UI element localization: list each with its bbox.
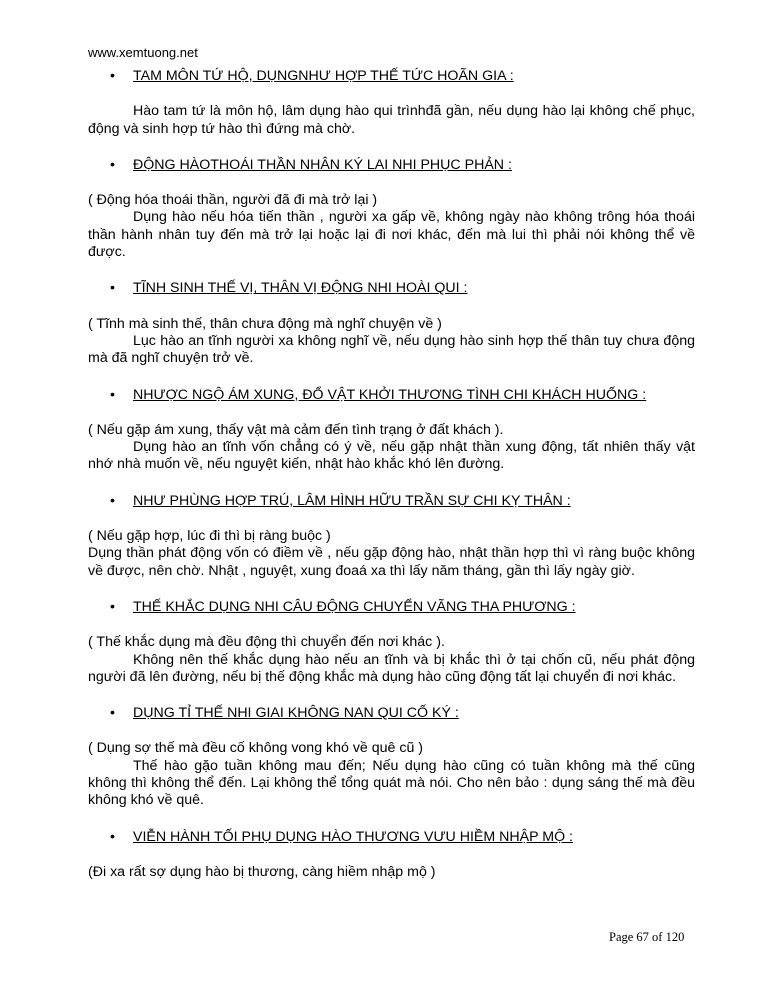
section-heading-text: THẾ KHẮC DỤNG NHI CÂU ĐỘNG CHUYỂN VÃNG THA PHƯƠNG : [133, 598, 576, 615]
section [88, 829, 695, 882]
bullet-icon: • [110, 68, 115, 84]
section [88, 493, 695, 580]
section-heading [88, 387, 695, 404]
section-body: Lục hào an tĩnh người xa không nghĩ về, nếu dụng hào sinh hợp thế thân tuy chưa động mà đã nghĩ chuyện trở về. [88, 332, 695, 367]
section [88, 705, 695, 809]
section-heading-text: VIỄN HÀNH TỐI PHỤ DỤNG HÀO THƯƠNG VƯU HIỀM NHẬP MỘ : [133, 828, 573, 845]
section-paragraph [88, 422, 695, 474]
section-heading-text: ĐỘNG HÀOTHOÁI THẦN NHÂN KÝ LAI NHI PHỤC PHẢN : [133, 156, 512, 173]
page-number: Page 67 of 120 [609, 930, 685, 944]
section-paragraph [88, 192, 695, 261]
section-paragraph [88, 740, 695, 809]
site-url: www.xemtuong.net [88, 45, 198, 60]
section-subtitle: ( Nếu gặp ám xung, thấy vật mà cảm đến tình trạng ở đất khách ). [88, 421, 504, 438]
section-subtitle: ( Tĩnh mà sinh thế, thân chưa động mà nghĩ chuyện về ) [88, 315, 442, 332]
section-heading [88, 493, 695, 510]
section [88, 68, 695, 138]
section-subtitle: (Đi xa rất sợ dụng hào bị thương, càng hiềm nhập mộ ) [88, 863, 436, 880]
section-body: Không nên thế khắc dụng hào nếu an tĩnh và bị khắc thì ở tại chốn cũ, nếu phát động người đã lên đường, nếu bị thế động khắc mà dụng hào cũng động tất lại chuyển đi nơi khác. [88, 651, 695, 685]
section-body: Thế hào gặo tuần không mau đến; Nếu dụng hào cũng có tuần không mà thế cũng không thì không thể đến. Lại không thể tổng quát mà nói. Cho nên bảo : dụng sáng thế mà đều không khó về quê. [88, 757, 695, 809]
section-paragraph [88, 528, 695, 580]
bullet-icon: • [110, 280, 115, 297]
bullet-icon: • [110, 705, 115, 722]
section [88, 387, 695, 474]
section-paragraph [88, 103, 695, 138]
bullet-icon: • [110, 386, 115, 403]
section [88, 157, 695, 261]
section-body: Dụng hào an tĩnh vốn chẳng có ý về, nếu gặp nhật thần xung động, tất nhiên thấy vật nhớ nhà muốn về, nếu nguyệt kiến, nhật hào khắc khó lên đường. [88, 439, 695, 473]
section-body: Hào tam tứ là môn hộ, lâm dụng hào qui trìnhđã gần, nếu dụng hào lại không chế phục, động và sinh hợp tứ hào thì đứng mà chờ. [88, 103, 695, 137]
section-heading [88, 280, 695, 297]
bullet-icon: • [110, 492, 115, 509]
section-paragraph [88, 316, 695, 368]
section-subtitle: ( Động hóa thoái thần, người đã đi mà trở lại ) [88, 192, 378, 209]
section-heading [88, 829, 695, 846]
section-heading [88, 68, 695, 85]
section-subtitle: ( Nếu gặp hợp, lúc đi thì bị ràng buộc ) [88, 528, 331, 545]
section [88, 280, 695, 367]
section-heading-text: NHƯỢC NGỘ ÁM XUNG, ĐỔ VẬT KHỞI THƯƠNG TÌNH CHI KHÁCH HUỐNG : [133, 386, 647, 403]
section-heading-text: DỤNG TỈ THẾ NHI GIAI KHÔNG NAN QUI CỐ KÝ : [133, 705, 459, 722]
section-subtitle: ( Thế khắc dụng mà đều động thì chuyển đến nơi khác ). [88, 634, 445, 651]
section [88, 599, 695, 686]
document-body [88, 68, 695, 881]
section-paragraph [88, 864, 695, 881]
bullet-icon: • [110, 156, 115, 173]
section-body: Dụng thần phát động vốn có điềm về , nếu gặp động hào, nhật thần hợp thì vì ràng buộc không về được, nên chờ. Nhật , nguyệt, xung đoaá xa thì lấy năm tháng, gần thì lấy ngày giờ. [88, 545, 695, 579]
section-heading-text: NHƯ PHÙNG HỢP TRÚ, LÂM HÌNH HỮU TRẦN SỰ CHI KỴ THÂN : [133, 492, 571, 509]
section-heading-text: TĨNH SINH THẾ VỊ, THÂN VỊ ĐỘNG NHI HOÀI QUI : [133, 280, 468, 297]
section-subtitle: ( Dụng sợ thế mà đều cố không vong khó về quê cũ ) [88, 740, 424, 757]
section-paragraph [88, 634, 695, 686]
section-body: Dụng hào nếu hóa tiến thần , người xa gấp về, không ngày nào không trông hóa thoái thần hành nhân tuy đến mà trở lại hoặc lại đi nơi khác, đến mà lui thì phải nói không thể về được. [88, 209, 695, 261]
section-heading [88, 157, 695, 174]
bullet-icon: • [110, 598, 115, 615]
section-heading-text: TAM MÔN TỨ HỘ, DỤNGNHƯ HỢP THẾ TỨC HOÃN GIA : [133, 68, 514, 84]
bullet-icon: • [110, 828, 115, 845]
section-heading [88, 599, 695, 616]
section-heading [88, 705, 695, 722]
